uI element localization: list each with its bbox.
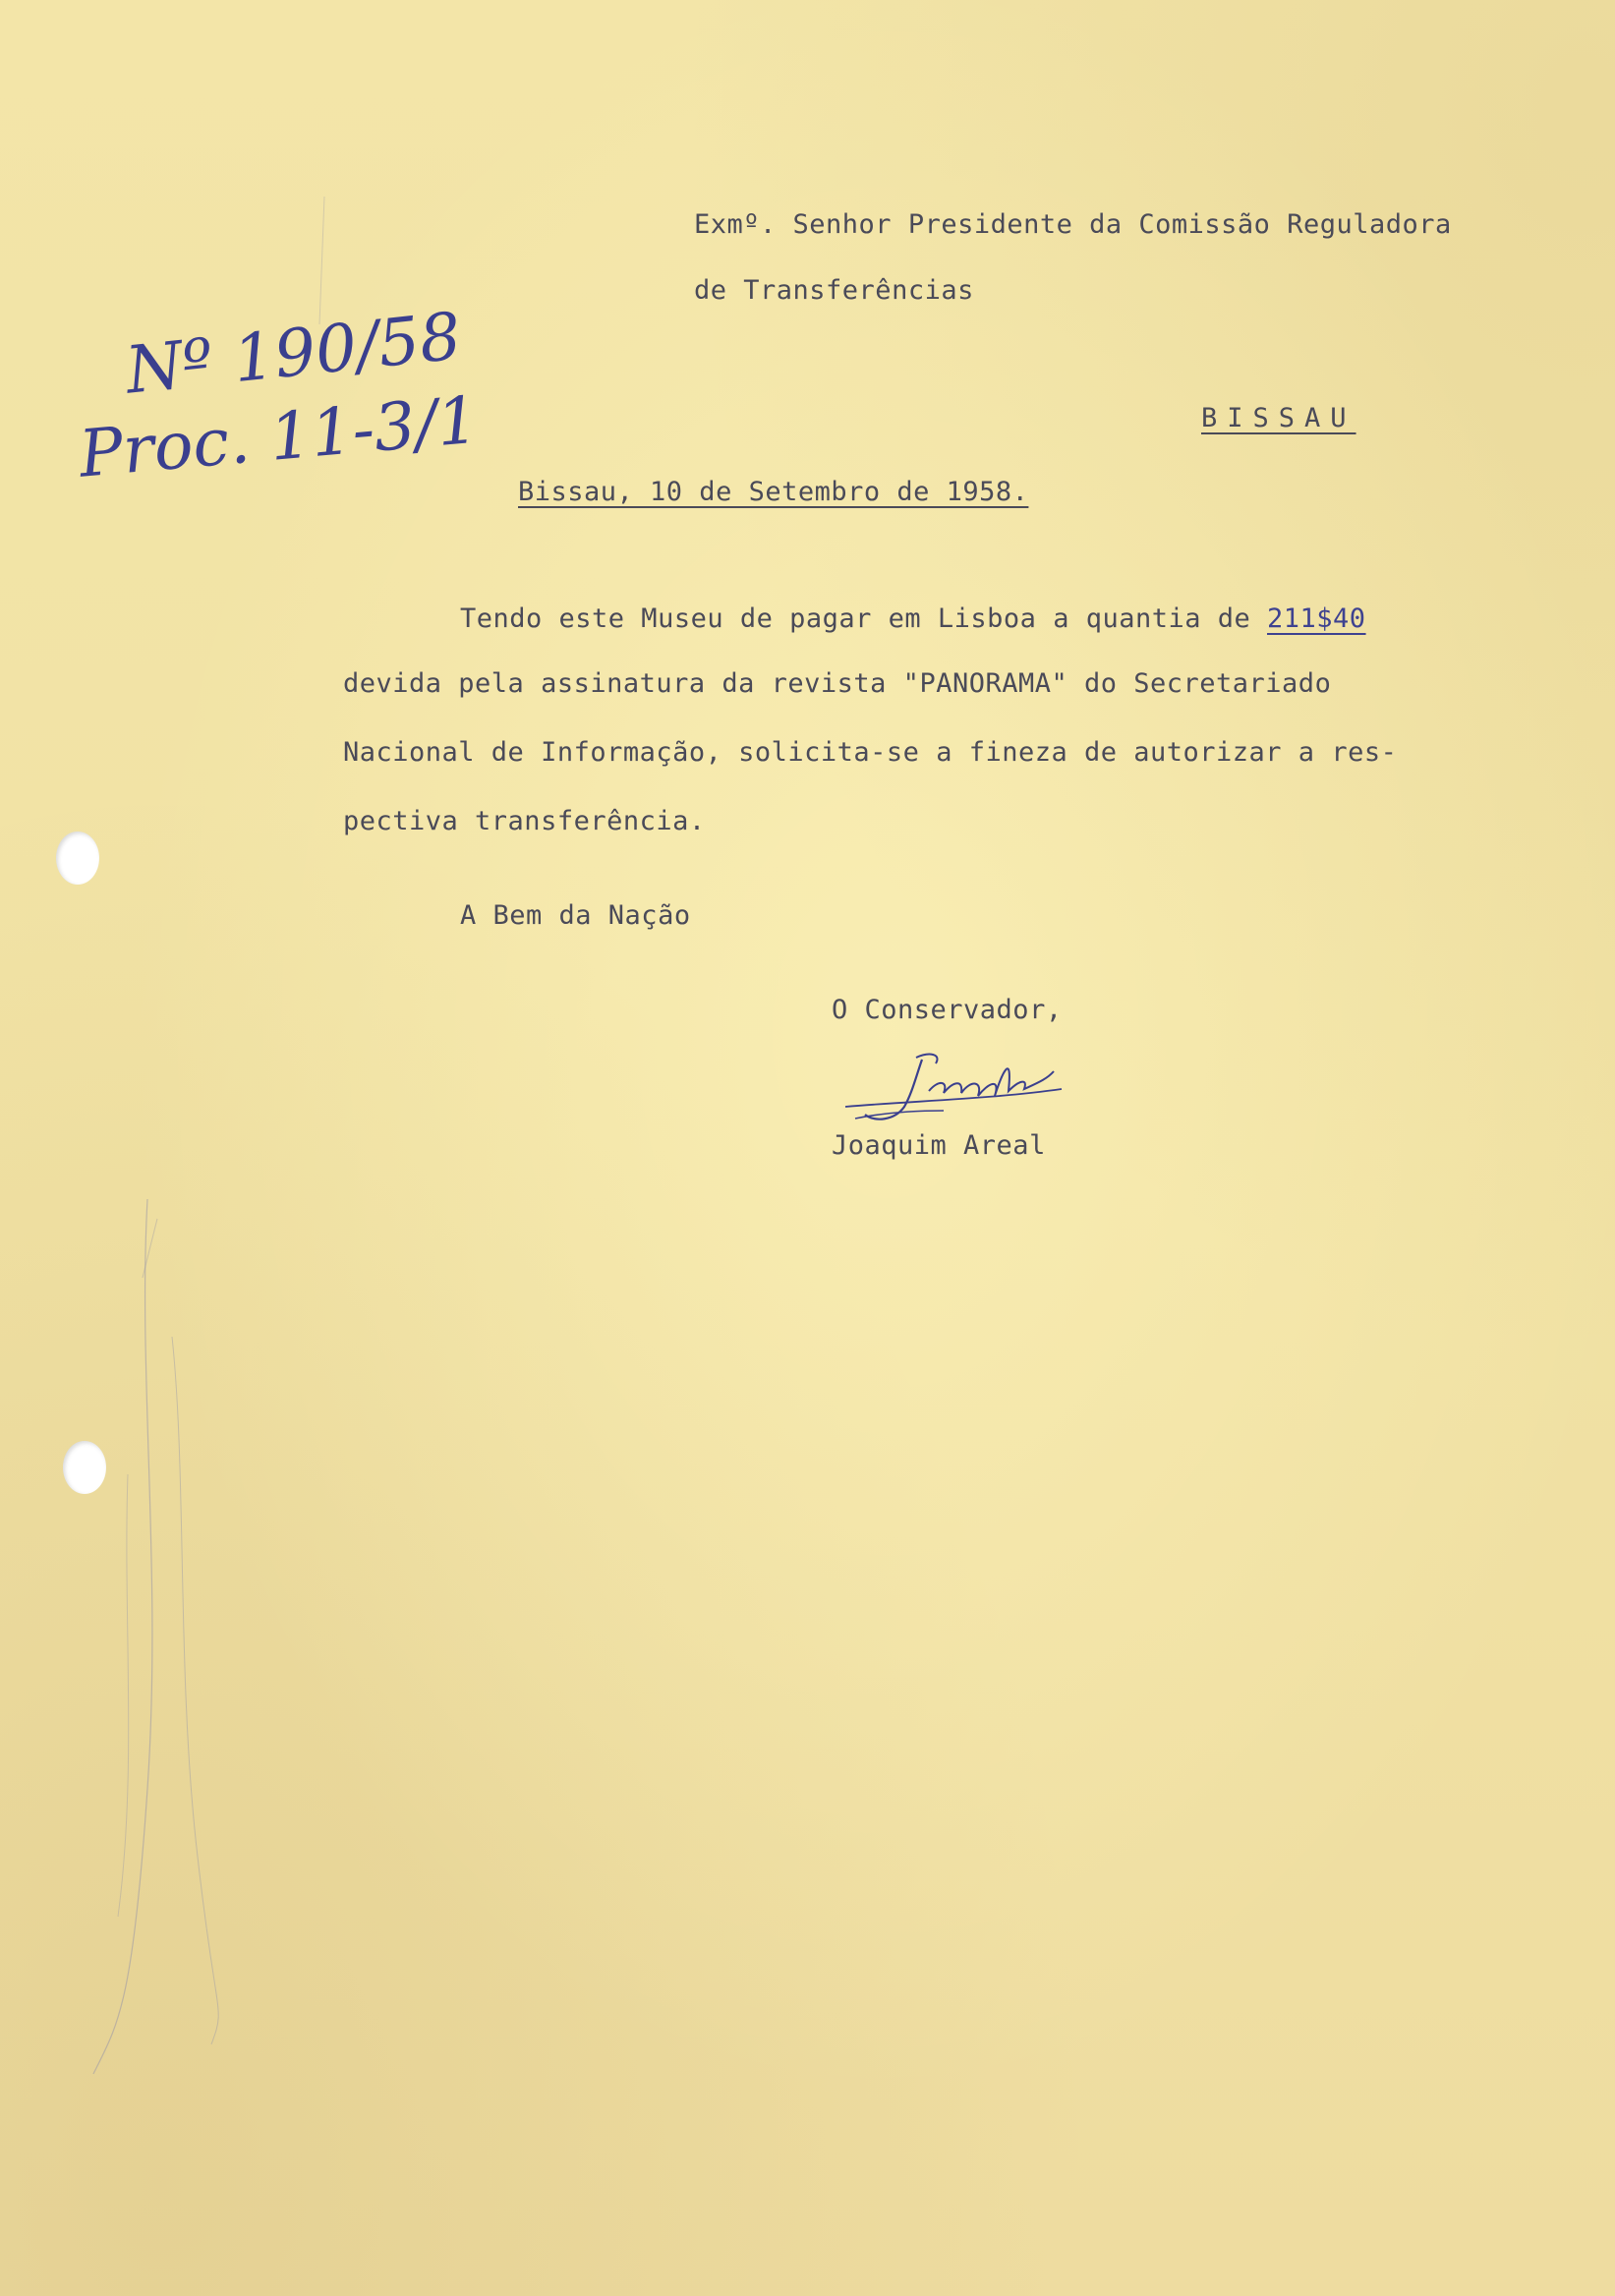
body-line-4: pectiva transferência. [343, 806, 706, 836]
body-line-1 [460, 605, 1366, 632]
handwritten-signature [826, 1042, 1081, 1130]
addressee-line-2: de Transferências [694, 275, 974, 306]
city-heading: BISSAU [1201, 403, 1356, 433]
addressee-line-1: Exmº. Senhor Presidente da Comissão Reguladora [694, 209, 1452, 240]
date-line: Bissau, 10 de Setembro de 1958. [518, 477, 1029, 507]
signatory-title: O Conservador, [832, 995, 1063, 1025]
handwritten-reference-number: Nº 190/58 [122, 298, 465, 409]
signatory-name: Joaquim Areal [832, 1130, 1046, 1161]
body-line-2: devida pela assinatura da revista "PANORAMA" do Secretariado [343, 668, 1332, 699]
punch-hole-top [56, 832, 99, 885]
body-line-3: Nacional de Informação, solicita-se a fineza de autorizar a res- [343, 737, 1398, 768]
body-line-1-text: Tendo este Museu de pagar em Lisboa a quantia de [460, 603, 1268, 634]
punch-hole-bottom [63, 1441, 106, 1494]
body-amount: 211$40 [1267, 603, 1366, 634]
closing-salutation: A Bem da Nação [460, 900, 691, 931]
handwritten-process-number: Proc. 11-3/1 [76, 381, 482, 492]
